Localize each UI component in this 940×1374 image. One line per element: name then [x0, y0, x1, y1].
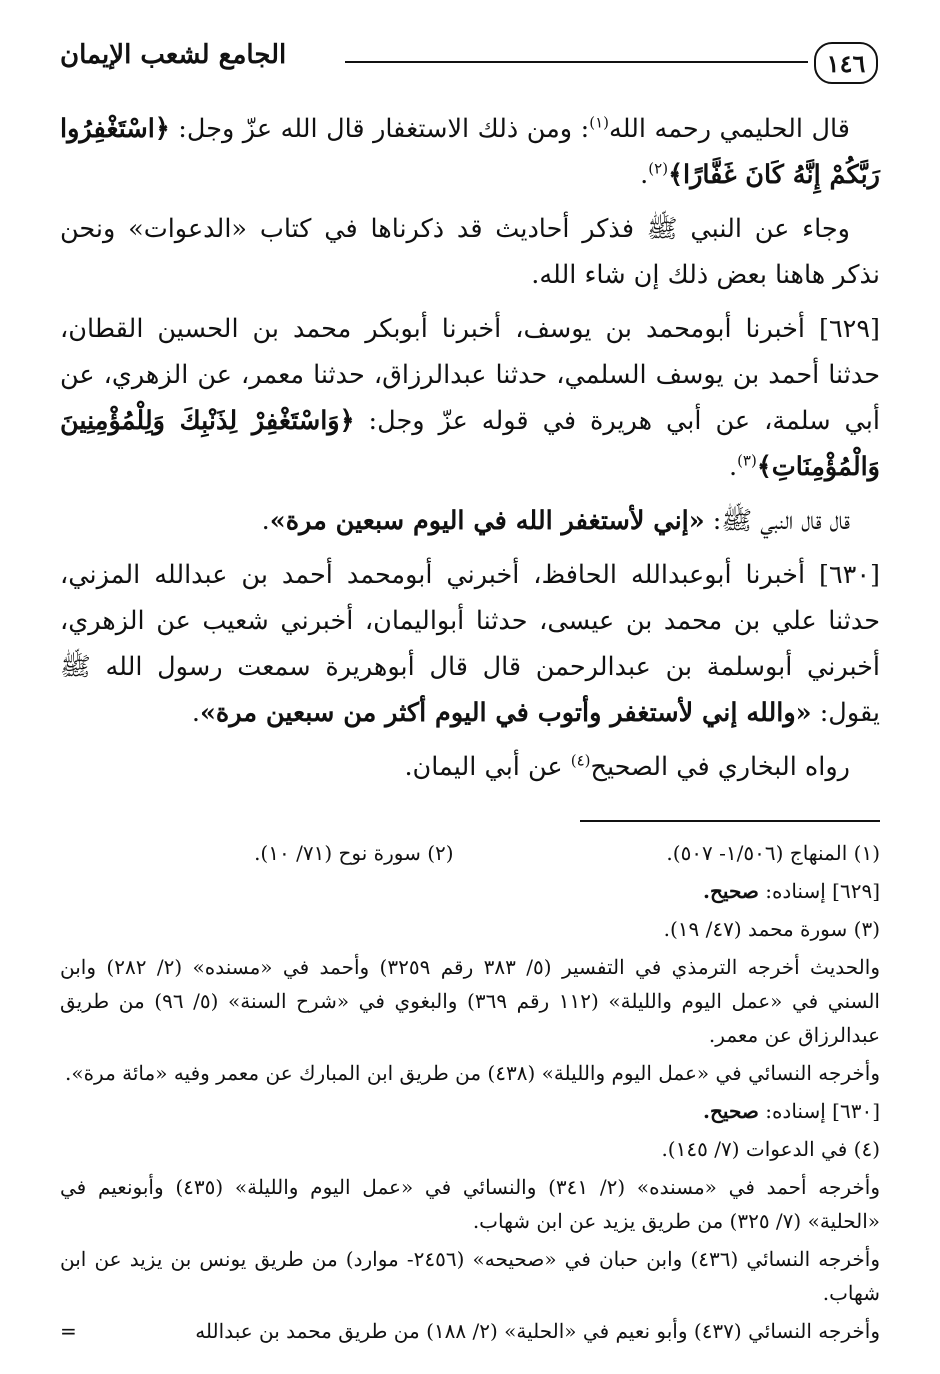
book-page [60, 30, 880, 1354]
page-number-text: ١٤٦ [826, 48, 866, 78]
continuation-mark: = [60, 1319, 77, 1343]
footnote-ref-1: (١) [589, 113, 610, 132]
footnote-2: (٢) سورة نوح (٧١/ ١٠). [254, 841, 454, 865]
footnote-4-last-line: وأخرجه النسائي (٤٣٧) وأبو نعيم في «الحلية» (٢/ ١٨٨) من طريق محمد بن عبدالله [195, 1319, 880, 1343]
footnote-3-takhrij: والحديث أخرجه الترمذي في التفسير (٥/ ٣٨٣ رقم ٣٢٥٩) وأحمد في «مسنده» (٢/ ٢٨٢) وابن السني في «عمل اليوم والليلة» (١١٢ رقم ٣٦٩) والبغوي في «شرح السنة» (٥/ ٩٦) من طريق عبدالرزاق عن معمر. [60, 955, 880, 1047]
footnote-4-ahmad: وأخرجه أحمد في «مسنده» (٢/ ٣٤١) والنسائي في «عمل اليوم والليلة» (٤٣٥) وأبونعيم في «الحلية» (٧/ ٣٢٥) من طريق يزيد عن ابن شهاب. [60, 1175, 880, 1233]
text-span: رواه البخاري في الصحيح [590, 752, 850, 782]
footnote-grade: صحيح. [703, 1099, 759, 1123]
footnote-ref-2: (٢) [648, 159, 669, 178]
page-number [814, 42, 878, 84]
hadith-number: [٦٢٩] [819, 314, 880, 344]
text-span: . [261, 506, 270, 536]
hadith-matn: «إني لأستغفر الله في اليوم سبعين مرة» [269, 506, 705, 536]
footnotes [60, 836, 880, 1348]
hadith-number: [٦٣٠] [819, 560, 880, 590]
footnote-4: (٤) في الدعوات (٧/ ١٤٥). [661, 1137, 880, 1161]
text-span: . [191, 698, 200, 728]
footnote-grade: صحيح. [703, 879, 759, 903]
paragraph-halimi [60, 106, 880, 198]
footnote-630 [60, 1094, 880, 1128]
hadith-629-matn [60, 498, 880, 544]
footnote-ref-4: (٤) [570, 751, 591, 770]
isnad-text: أخبرنا أبومحمد بن يوسف، أخبرنا أبوبكر محمد بن الحسين القطان، حدثنا أحمد بن يوسف السلمي، حدثنا عبدالرزاق، حدثنا معمر، عن الزهري، عن أبي سلمة، عن أبي هريرة في قوله عزّ وجل: [60, 314, 880, 436]
hadith-630 [60, 552, 880, 736]
footnote-4-ibn-hibban: وأخرجه النسائي (٤٣٦) وابن حبان في «صحيحه» (٢٤٥٦- موارد) من طريق يونس بن يزيد عن ابن شهاب. [60, 1247, 881, 1305]
footnote-629 [60, 874, 880, 908]
main-text [60, 106, 880, 790]
text-span: عن أبي اليمان. [404, 752, 571, 782]
footnote-label: [٦٣٠] إسناده: [758, 1099, 880, 1123]
text-span: قال الحليمي رحمه الله [609, 114, 850, 144]
footnote-3: (٣) سورة محمد (٤٧/ ١٩). [663, 917, 880, 941]
hadith-629 [60, 306, 880, 490]
text-span: : ومن ذلك الاستغفار قال الله عزّ وجل: [169, 114, 590, 144]
paragraph-intro: وجاء عن النبي ﷺ فذكر أحاديث قد ذكرناها في كتاب «الدعوات» ونحن نذكر هاهنا بعض ذلك إن شاء الله. [60, 214, 880, 290]
footnote-ref-3: (٣) [737, 451, 757, 470]
footnote-separator [580, 820, 880, 822]
text-span: قال قال النبي ﷺ: [704, 506, 850, 536]
page-header [60, 30, 880, 94]
text-span: . [728, 452, 738, 482]
footnote-row [60, 836, 880, 870]
header-rule [345, 61, 808, 63]
paragraph-bukhari [60, 744, 880, 790]
footnote-3-nasai: وأخرجه النسائي في «عمل اليوم والليلة» (٤٣٨) من طريق ابن المبارك عن معمر وفيه «مائة مرة». [64, 1061, 880, 1085]
footnote-4-continued [60, 1314, 880, 1348]
text-span: . [640, 160, 649, 190]
footnote-label: [٦٢٩] إسناده: [758, 879, 880, 903]
isnad-text: أخبرنا أبوعبدالله الحافظ، أخبرني أبومحمد أحمد بن عبدالله المزني، حدثنا علي بن محمد بن عيسى، حدثنا أبواليمان، أخبرني شعيب عن الزهري، أخبرني أبوسلمة بن عبدالرحمن قال قال أبوهريرة سمعت رسول الله ﷺ يقول: [60, 560, 880, 728]
running-title: الجامع لشعب الإيمان [60, 40, 287, 70]
quran-verse: ﴿اسْتَغْفِرُوا رَبَّكُمْ إِنَّهُ كَانَ غَفَّارًا﴾ [60, 114, 880, 190]
hadith-matn: «والله إني لأستغفر وأتوب في اليوم أكثر من سبعين مرة» [199, 698, 812, 728]
footnote-1: (١) المنهاج (١/٥٠٦- ٥٠٧). [666, 841, 880, 865]
quran-verse: ﴿وَاسْتَغْفِرْ لِذَنْبِكَ وَلِلْمُؤْمِنِينَ وَالْمُؤْمِنَاتِ﴾ [60, 406, 880, 482]
